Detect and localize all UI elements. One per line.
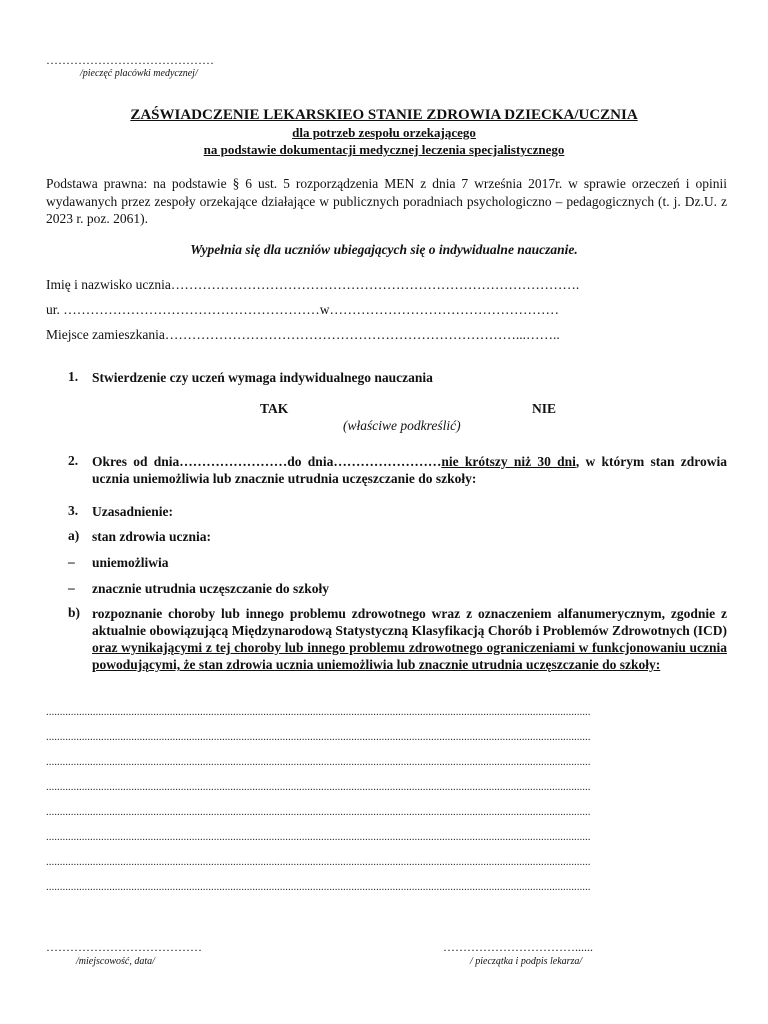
student-name-field[interactable]: Imię i nazwisko ucznia………………………………………………………………………………. (46, 277, 580, 292)
q2-text-end: , w którym stan zdrowia ucznia uniemożliwia lub znacznie utrudnia uczęszczanie do szkoły: (92, 454, 727, 486)
q3-title: Uzasadnienie: (92, 504, 173, 519)
place-date-label: /miejscowość, data/ (76, 956, 155, 967)
answer-line-3[interactable]: ...................................................................................................................................................................................................... (46, 756, 591, 768)
q3-dash-1: – (68, 554, 75, 569)
q2-min-period: nie krótszy niż 30 dni (441, 454, 576, 469)
answer-line-6[interactable]: ...................................................................................................................................................................................................... (46, 831, 591, 843)
q3-option-prevents[interactable]: uniemożliwia (92, 555, 169, 570)
q3b-text-part2: oraz wynikającymi z tej choroby lub innego problemu zdrowotnego ograniczeniami w funkcjonowaniu ucznia powodującymi, że stan zdrowia ucznia uniemożliwia lub znacznie utrudnia uczęszczanie do szkoły: (92, 640, 727, 672)
answer-line-8[interactable]: ...................................................................................................................................................................................................... (46, 881, 591, 893)
q1-number: 1. (68, 369, 79, 384)
answer-line-7[interactable]: ...................................................................................................................................................................................................... (46, 856, 591, 868)
answer-line-5[interactable]: ...................................................................................................................................................................................................... (46, 806, 591, 818)
q1-no-option[interactable]: NIE (532, 401, 557, 416)
fill-note: Wypełnia się dla uczniów ubiegających się o indywidualne nauczanie. (190, 242, 578, 257)
q3-dash-2: – (68, 580, 75, 595)
answer-line-2[interactable]: ...................................................................................................................................................................................................... (46, 731, 591, 743)
q3b-mark: b) (68, 605, 81, 620)
q3-option-hinders[interactable]: znacznie utrudnia uczęszczanie do szkoły (92, 581, 329, 596)
document-title: ZAŚWIADCZENIE LEKARSKIEO STANIE ZDROWIA DZIECKA/UCZNIA (130, 107, 638, 123)
q2-text[interactable] (92, 453, 727, 487)
q3a-mark: a) (68, 528, 80, 543)
q1-text: Stwierdzenie czy uczeń wymaga indywidualnego nauczania (92, 370, 433, 385)
q1-yes-option[interactable]: TAK (260, 401, 289, 416)
stamp-dots: …………………………………… (46, 53, 214, 67)
legal-basis: Podstawa prawna: na podstawie § 6 ust. 5 rozporządzenia MEN z dnia 7 września 2017r. w sprawie orzeczeń i opinii wydawanych przez zespoły orzekające działające w publicznych poradniach psychologiczno – pedagogicznych (t. j. Dz.U. z 2023 r. poz. 2061). (46, 176, 727, 226)
doctor-signature-dots[interactable]: ……………………………...... (443, 940, 593, 954)
birth-field[interactable]: ur. …………………………………………………w…………………………………………… (46, 302, 559, 317)
residence-field[interactable]: Miejsce zamieszkania……………………………………………………………………...…….. (46, 327, 560, 342)
q2-number: 2. (68, 453, 79, 468)
q3-number: 3. (68, 503, 79, 518)
q1-hint: (właściwe podkreślić) (343, 418, 461, 433)
place-date-dots[interactable]: ………………………………… (46, 940, 202, 954)
document-subtitle-1: dla potrzeb zespołu orzekającego (292, 125, 476, 140)
q2-period-fields: Okres od dnia……………………do dnia…………………… (92, 454, 442, 469)
document-subtitle-2: na podstawie dokumentacji medycznej leczenia specjalistycznego (203, 142, 565, 157)
stamp-label: /pieczęć placówki medycznej/ (80, 68, 198, 79)
q3b-text-part1: rozpoznanie choroby lub innego problemu zdrowotnego wraz z oznaczeniem alfanumerycznym, zgodnie z aktualnie obowiązującą Międzynarodową Statystyczną Klasyfikacją Chorób i Problemów Zdrowotnych (ICD) (92, 606, 727, 638)
answer-line-4[interactable]: ...................................................................................................................................................................................................... (46, 781, 591, 793)
answer-line-1[interactable]: ...................................................................................................................................................................................................... (46, 706, 591, 718)
q3a-text: stan zdrowia ucznia: (92, 529, 212, 544)
q3b-text (92, 605, 727, 673)
doctor-signature-label: / pieczątka i podpis lekarza/ (470, 956, 583, 967)
